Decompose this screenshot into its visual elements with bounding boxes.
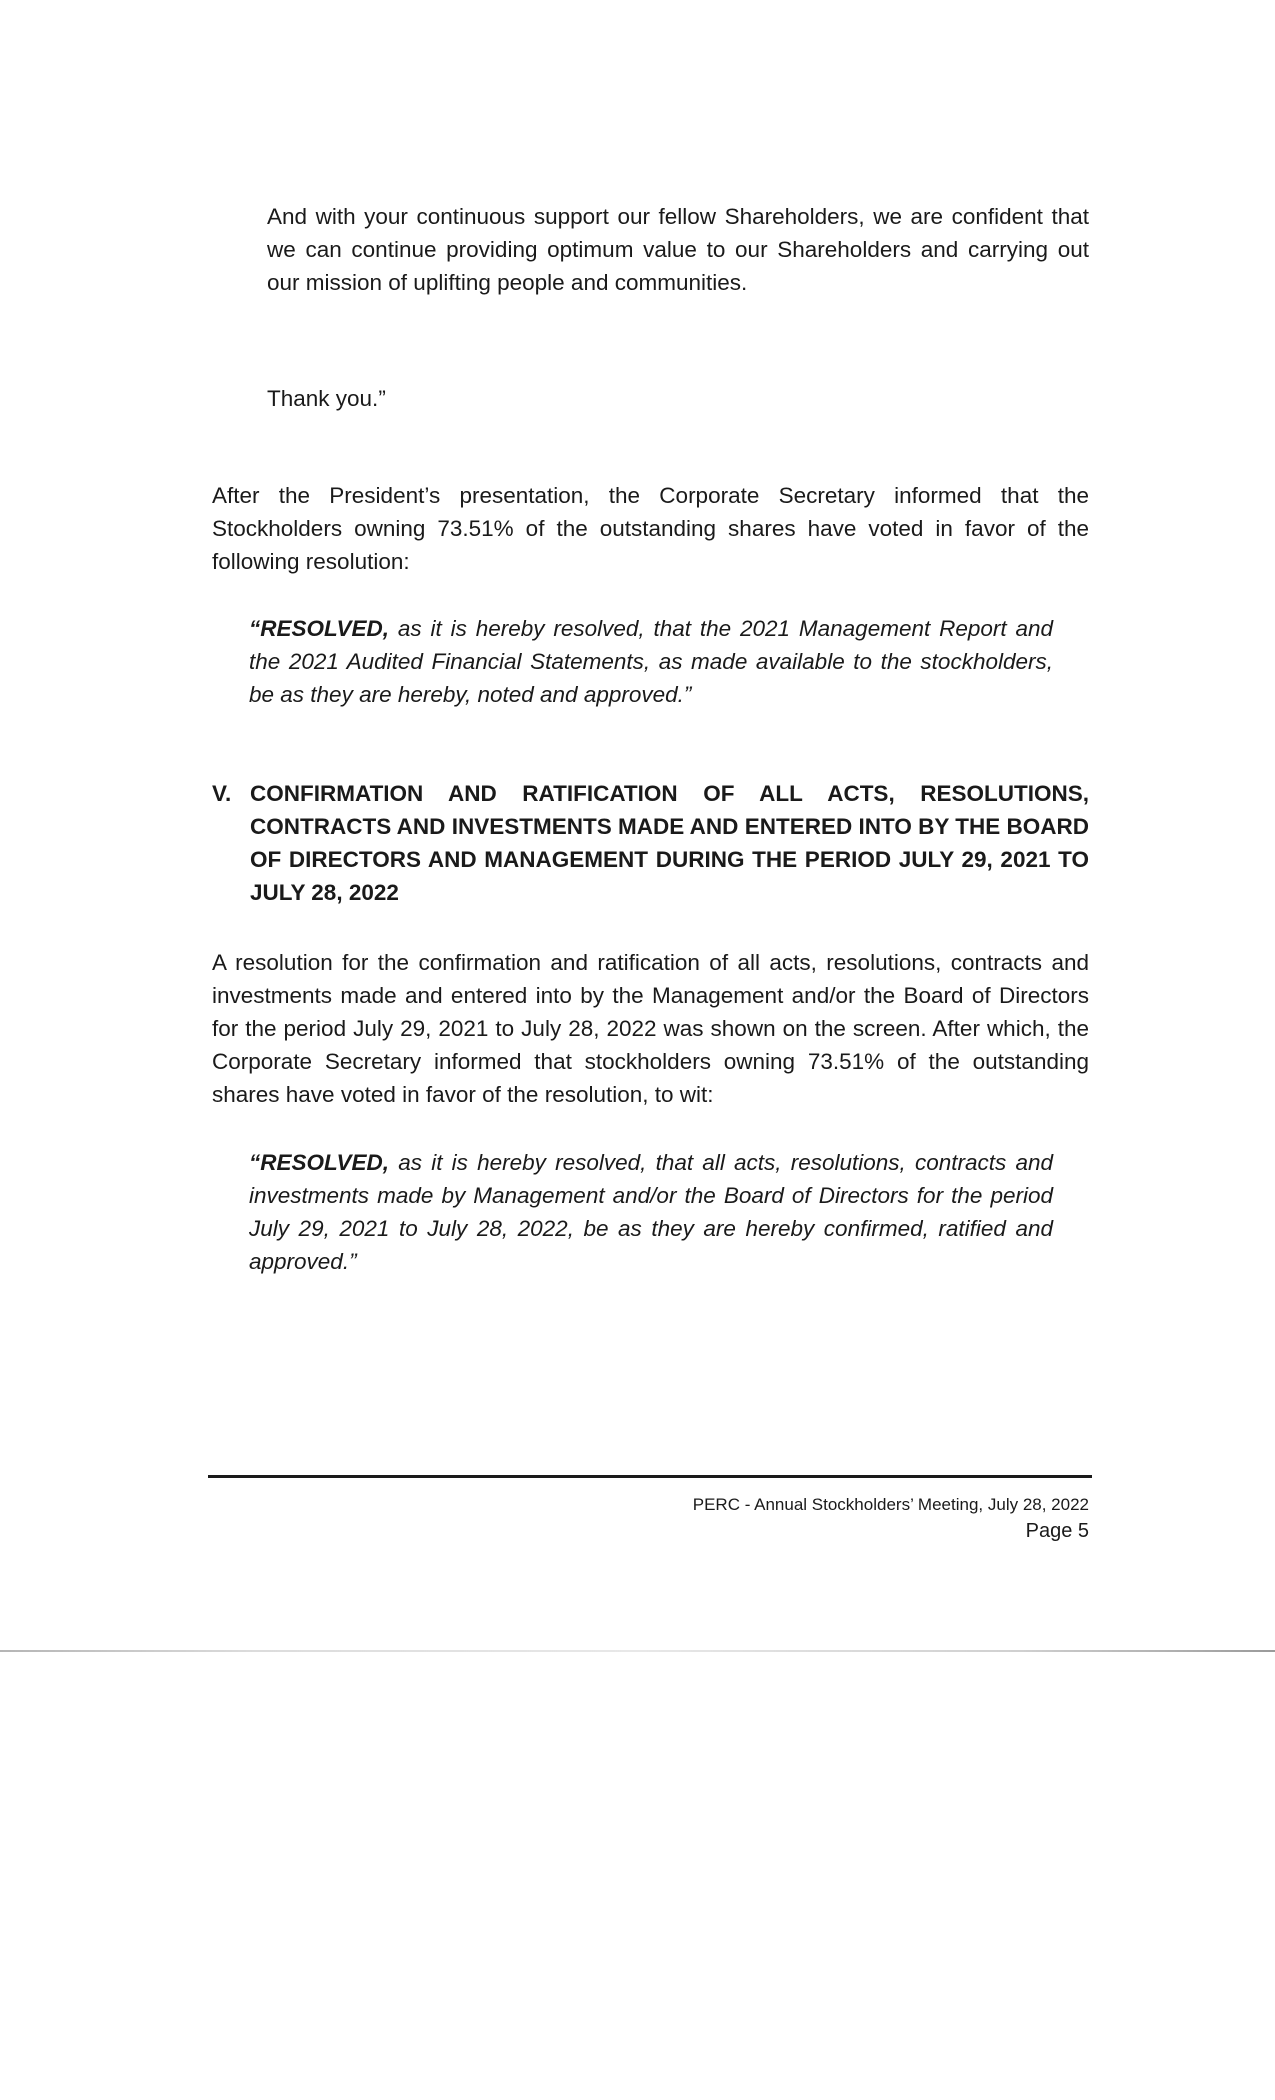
section-v-title: CONFIRMATION AND RATIFICATION OF ALL ACTS, RESOLUTIONS, CONTRACTS AND INVESTMENTS MADE AND ENTERED INTO BY THE BOARD OF DIRECTORS AND MANAGEMENT DURING THE PERIOD JULY 29, 2021 TO JULY 28, 2022 xyxy=(250,781,1089,905)
closing-thanks: Thank you.” xyxy=(267,386,386,411)
resolution-2 xyxy=(249,1146,1053,1278)
section-v-number: V. xyxy=(212,781,232,806)
section-v-heading xyxy=(212,777,1089,909)
closing-paragraph: And with your continuous support our fellow Shareholders, we are confident that we can continue providing optimum value to our Shareholders and carrying out our mission of uplifting people and communities. xyxy=(267,204,1089,295)
resolution-2-lead: “RESOLVED, xyxy=(249,1150,390,1175)
ratification-paragraph: A resolution for the confirmation and ratification of all acts, resolutions, contracts and investments made and entered into by the Management and/or the Board of Directors for the period July 29, 2021 to July 28, 2022 was shown on the screen. After which, the Corporate Secretary informed that stockholders owning 73.51% of the outstanding shares have voted in favor of the resolution, to wit: xyxy=(212,950,1089,1107)
resolution-2-body: as it is hereby resolved, that all acts, resolutions, contracts and investments made by Management and/or the Board of Directors for the period July 29, 2021 to July 28, 2022, be as they are hereby confirmed, ratified and approved.” xyxy=(249,1150,1053,1274)
resolution-1-body: as it is hereby resolved, that the 2021 Management Report and the 2021 Audited Financial Statements, as made available to the stockholders, be as they are hereby, noted and approved.” xyxy=(249,616,1053,707)
footer-meeting-label: PERC - Annual Stockholders’ Meeting, July 28, 2022 xyxy=(692,1495,1089,1514)
post-presentation-paragraph: After the President’s presentation, the Corporate Secretary informed that the Stockholders owning 73.51% of the outstanding shares have voted in favor of the following resolution: xyxy=(212,483,1089,574)
scan-page-edge xyxy=(0,1650,1275,1652)
footer-page-number: Page 5 xyxy=(1025,1520,1089,1542)
resolution-1-lead: “RESOLVED, xyxy=(249,616,390,641)
footer-divider xyxy=(208,1475,1092,1478)
resolution-1 xyxy=(249,612,1053,711)
